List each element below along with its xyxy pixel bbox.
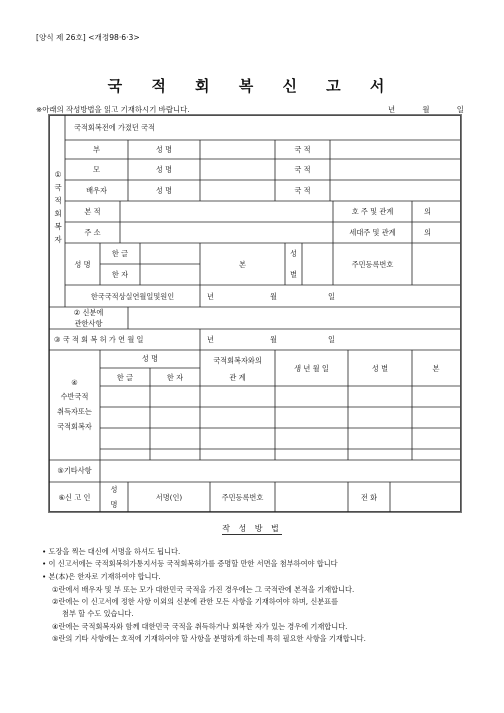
date-year-label: 년 <box>388 105 396 114</box>
section1-label-char: 회 <box>54 209 62 218</box>
section4-name-header: 성 명 <box>141 354 159 363</box>
lost-nationality-label: 한국국적상실연월일및원인 <box>90 292 175 301</box>
guide-line: ④란에는 국적회복자와 함께 대한민국 국적을 취득하거나 회복한 자가 있는 경우에 기재합니다. <box>52 622 348 631</box>
section4-hangul-header: 한 글 <box>116 373 134 382</box>
guide-title-underline <box>222 534 282 535</box>
hangul-label: 한 글 <box>111 249 129 258</box>
mother-nationality-label: 국 적 <box>294 165 311 174</box>
section3-month-label: 월 <box>270 335 277 344</box>
section4-label-line3: 국적회복자 <box>57 422 92 431</box>
father-name-label: 성 명 <box>155 145 173 154</box>
section4-hanja-header: 한 자 <box>166 373 184 382</box>
address-label: 주 소 <box>84 228 101 237</box>
section4-relation-header-line1: 국적회복자와의 <box>213 356 262 365</box>
head-relation-ui: 의 <box>424 207 431 216</box>
section6-phone-label: 전 화 <box>360 493 378 502</box>
hanja-label: 한 자 <box>111 270 129 279</box>
form-number: [양식 제 26호] <개정98·6·3> <box>36 33 140 42</box>
mother-label: 모 <box>93 165 100 174</box>
form-title: 국 적 회 복 신 고 서 <box>107 77 397 95</box>
section4-label-line1: 수반국적 <box>60 392 89 401</box>
prior-nationality-label: 국적회복전에 가졌던 국적 <box>74 123 155 132</box>
honjeok-label: 본 적 <box>84 207 101 216</box>
seongmyeong-label: 성 명 <box>74 260 91 269</box>
section4-sex-header: 성 별 <box>371 364 389 373</box>
instruction-text: ※아래의 작성방법을 읽고 기재하시기 바랍니다. <box>36 105 190 114</box>
section4-birth-header: 생 년 월 일 <box>294 364 329 373</box>
date-month-label: 월 <box>422 105 430 114</box>
guide-line: ①란에서 배우자 및 부 또는 모가 대한민국 국적을 가진 경우에는 그 국적란에 본적을 기재합니다. <box>52 585 355 594</box>
section6-resident-no-label: 주민등록번호 <box>221 493 264 502</box>
household-relation-ui: 의 <box>424 228 431 237</box>
guide-line: • 도장을 찍는 대신에 서명을 하셔도 됩니다. <box>42 547 181 556</box>
spouse-nationality-label: 국 적 <box>294 186 311 195</box>
section6-label: ⑥신 고 인 <box>58 493 91 502</box>
section1-label <box>50 168 66 246</box>
date-day-label: 일 <box>456 105 464 114</box>
sex-label-bottom: 별 <box>290 270 297 279</box>
section1-label-char: 국 <box>54 183 62 192</box>
section3-label: ③ 국 적 회 복 허 가 연 월 일 <box>54 335 144 344</box>
lost-year-label: 년 <box>207 292 214 301</box>
sex-label-top: 성 <box>290 249 297 258</box>
guide-line: 첨부 할 수도 있습니다. <box>62 609 134 618</box>
head-relation-label: 호 주 및 관계 <box>351 207 394 216</box>
section3-year-label: 년 <box>207 335 214 344</box>
spouse-name-label: 성 명 <box>155 186 173 195</box>
section5-label: ⑤기타사항 <box>57 466 92 475</box>
section6-name-top: 성 <box>110 485 118 494</box>
section1-label-char: 자 <box>54 235 62 244</box>
section6-name-bottom: 명 <box>110 500 118 509</box>
mother-name-label: 성 명 <box>155 165 173 174</box>
section3-day-label: 일 <box>328 335 335 344</box>
section4-label-line2: 취득자또는 <box>57 407 92 416</box>
section2-label-line1: ② 신분에 <box>73 308 104 317</box>
lost-day-label: 일 <box>328 292 335 301</box>
section4-relation-header-line2: 관 계 <box>229 373 246 382</box>
section1-label-num: ① <box>54 170 62 179</box>
section4-label-num: ④ <box>71 378 78 387</box>
guide-line: ⑤란의 기타 사항에는 호적에 기재하여야 할 사항을 분명하게 하는데 특히 필요한 사항을 기재합니다. <box>52 634 366 643</box>
guide-line: • 이 신고서에는 국적회복허가통지서등 국적회복허가를 증명할 만한 서면을 첨부하여야 합니다 <box>42 559 338 568</box>
section1-label-char: 적 <box>54 196 62 205</box>
section4-bon-header: 본 <box>432 364 440 373</box>
section2-label-line2: 관한사항 <box>74 319 103 328</box>
household-relation-label: 세대주 및 관계 <box>349 228 396 237</box>
guide-line: ②란에는 이 신고서에 정한 사항 이외의 신분에 관한 모든 사항을 기재하여야 하며, 신분표를 <box>52 597 339 606</box>
lost-month-label: 월 <box>270 292 277 301</box>
section6-signature-label: 서명(인) <box>155 493 183 502</box>
guide-line: • 본(本)은 한자로 기재하여야 합니다. <box>42 572 161 581</box>
father-label: 부 <box>93 145 100 154</box>
guide-title: 작 성 방 법 <box>222 524 282 533</box>
section1-label-char: 복 <box>54 222 62 231</box>
spouse-label: 배우자 <box>86 186 107 195</box>
father-nationality-label: 국 적 <box>294 145 311 154</box>
resident-no-label: 주민등록번호 <box>351 260 394 269</box>
bon-label: 본 <box>239 260 246 269</box>
